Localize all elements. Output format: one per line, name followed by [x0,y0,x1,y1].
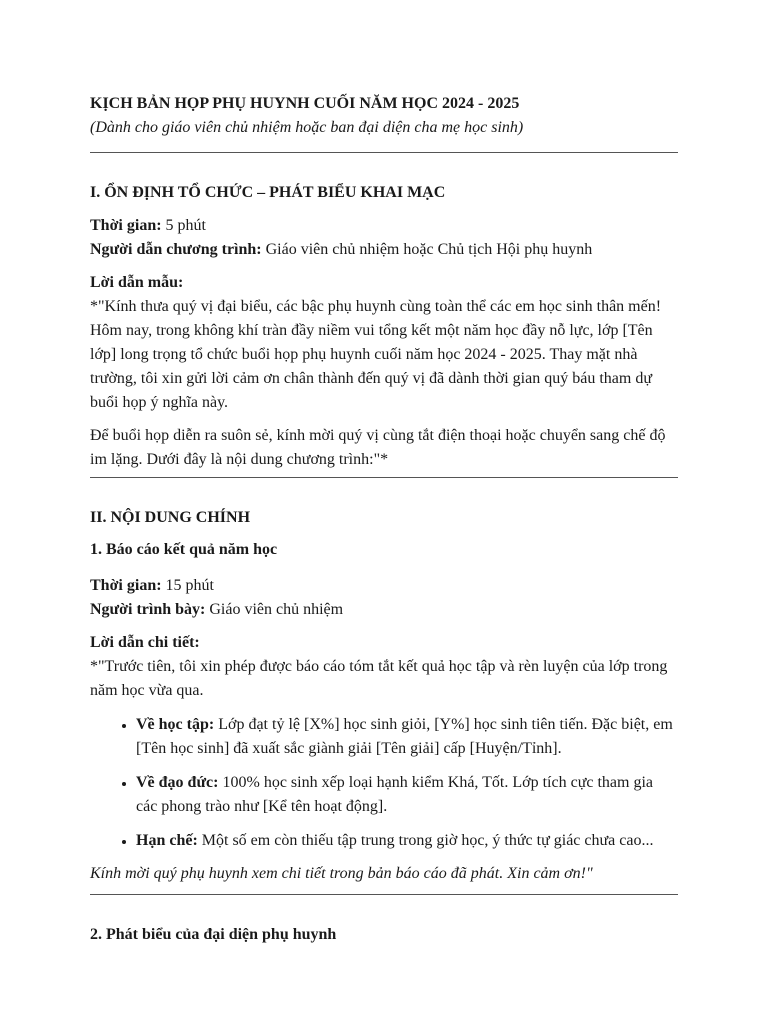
section-1-paragraph-2: Để buổi họp diễn ra suôn sẻ, kính mời quý vị cùng tắt điện thoại hoặc chuyển sang chế độ im lặng. Dưới đây là nội dung chương trình:"* [90,427,666,468]
results-list [90,713,678,853]
host-value: Giáo viên chủ nhiệm hoặc Chủ tịch Hội phụ huynh [261,241,593,258]
script-label: Lời dẫn mẫu: [90,274,184,291]
subsection-1-heading: 1. Báo cáo kết quả năm học [90,541,278,558]
list-item-text: 100% học sinh xếp loại hạnh kiểm Khá, Tốt. Lớp tích cực tham gia các phong trào như [Kể tên hoạt động]. [136,774,653,815]
section-2-heading: II. NỘI DUNG CHÍNH [90,509,251,526]
divider [90,894,678,895]
section-1-host [90,238,678,262]
subsection-2-heading: 2. Phát biểu của đại diện phụ huynh [90,926,337,943]
subsection-1-presenter [90,598,678,622]
section-1-heading: I. ỔN ĐỊNH TỔ CHỨC – PHÁT BIỂU KHAI MẠC [90,184,446,201]
time-value: 5 phút [161,217,206,234]
presenter-value: Giáo viên chủ nhiệm [205,601,344,618]
presenter-label: Người trình bày: [90,601,206,618]
list-item [136,771,678,819]
list-item [136,829,678,853]
section-1-time [90,214,678,238]
host-label: Người dẫn chương trình: [90,241,262,258]
document-subtitle: (Dành cho giáo viên chủ nhiệm hoặc ban đại diện cha mẹ học sinh) [90,119,524,136]
list-item [136,713,678,761]
time-label: Thời gian: [90,217,162,234]
list-item-label: Hạn chế: [136,832,198,849]
list-item-text: Lớp đạt tỷ lệ [X%] học sinh giỏi, [Y%] học sinh tiên tiến. Đặc biệt, em [Tên học sinh] đã xuất sắc giành giải [Tên giải] cấp [Huyện/Tỉnh]. [136,716,673,757]
script-label: Lời dẫn chi tiết: [90,634,200,651]
list-item-label: Về học tập: [136,716,215,733]
time-label: Thời gian: [90,577,162,594]
time-value: 15 phút [161,577,214,594]
divider [90,477,678,478]
subsection-1-time [90,574,678,598]
subsection-1-intro: *"Trước tiên, tôi xin phép được báo cáo tóm tắt kết quả học tập và rèn luyện của lớp trong năm học vừa qua. [90,658,668,699]
list-item-label: Về đạo đức: [136,774,219,791]
subsection-1-closing: Kính mời quý phụ huynh xem chi tiết trong bản báo cáo đã phát. Xin cảm ơn!" [90,865,593,882]
divider [90,152,678,153]
list-item-text: Một số em còn thiếu tập trung trong giờ học, ý thức tự giác chưa cao... [197,832,654,849]
section-1-paragraph-1: *"Kính thưa quý vị đại biểu, các bậc phụ huynh cùng toàn thể các em học sinh thân mến! Hôm nay, trong không khí tràn đầy niềm vui tổng kết một năm học đầy nỗ lực, lớp [Tên lớp] long trọng tổ chức buổi họp phụ huynh cuối năm học 2024 - 2025. Thay mặt nhà trường, tôi xin gửi lời cảm ơn chân thành đến quý vị đã dành thời gian quý báu tham dự buổi họp ý nghĩa này. [90,298,662,411]
document-title: KỊCH BẢN HỌP PHỤ HUYNH CUỐI NĂM HỌC 2024 - 2025 [90,95,520,112]
